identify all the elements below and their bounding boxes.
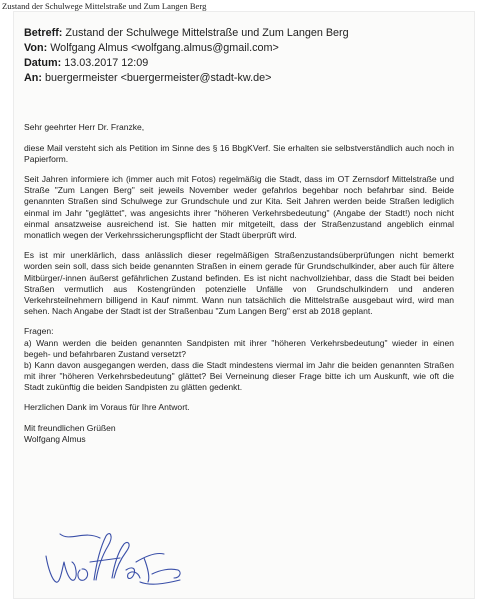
date-line <box>24 56 454 71</box>
date-label: Datum: <box>24 57 62 69</box>
paragraph-complaint: Es ist mir unerklärlich, dass anlässlich dieser regelmäßigen Straßenzustandsüberprüfungen nicht bemerkt worden sein soll, dass sich beide genannten Straßen in einem gerade für Grundschulkinder, aber auch für ältere Mitbürger/-innen äußerst gefährlichen Zustand befinden. Es ist nicht nachvollziehbar, dass die Stadt bei beiden Straßen vermutlich aus Kostengründen potenzielle Unfälle von Grundschulkindern und anderen Verkehrsteilnehmern billigend in Kauf nimmt. Wann nun tatsächlich die Mittelstraße ausgebaut wird, wird man sehen. Nach Angabe der Stadt ist der Straßenbau "Zum Langen Berg" erst ab 2018 geplant. <box>24 250 454 316</box>
paragraph-background: Seit Jahren informiere ich (immer auch mit Fotos) regelmäßig die Stadt, dass im OT Zernsdorf Mittelstraße und Straße "Zum Langen Berg" seit jeweils November weder gefahrlos begehbar noch befahrbar sind. Beide genannten Straßen sind Schulwege zur Grundschule und zur Kita. Seit Jahren werden beide Straßen lediglich einmal im Jahr "geglättet", was angesichts ihrer "höheren Verkehrsbedeutung" (Angabe der Stadt!) noch nicht einmal ansatzweise ausreichend ist. Sie hatten mir mitgeteilt, dass der Straßenzustand angeblich einmal monatlich wegen der Verkehrssicherungspflicht der Stadt überprüft wird. <box>24 174 454 240</box>
subject-line <box>24 26 454 41</box>
to-value: buergermeister <buergermeister@stadt-kw.de> <box>45 72 272 84</box>
subject-value: Zustand der Schulwege Mittelstraße und Zum Langen Berg <box>65 27 349 39</box>
to-line <box>24 71 454 86</box>
date-value: 13.03.2017 12:09 <box>64 57 149 69</box>
subject-label: Betreff: <box>24 27 63 39</box>
email-header <box>24 26 454 86</box>
letter-body <box>24 122 454 445</box>
from-label: Von: <box>24 42 48 54</box>
from-line <box>24 41 454 56</box>
salutation: Sehr geehrter Herr Dr. Franzke, <box>24 122 145 132</box>
closing-line: Mit freundlichen Grüßen <box>24 423 116 434</box>
to-label: An: <box>24 72 42 84</box>
page-caption: Zustand der Schulwege Mittelstraße und Zum Langen Berg <box>2 1 207 11</box>
from-value: Wolfgang Almus <wolfgang.almus@gmail.com> <box>50 42 279 54</box>
sender-name: Wolfgang Almus <box>24 434 86 445</box>
questions-heading: Fragen: <box>24 326 54 337</box>
paragraph-petition: diese Mail versteht sich als Petition im Sinne des § 16 BbgKVerf. Sie erhalten sie selbstverständlich auch noch in Papierform. <box>24 142 454 164</box>
question-a: a) Wann werden die beiden genannten Sandpisten mit ihrer "höheren Verkehrsbedeutung" wieder in einen begeh- und befahrbaren Zustand versetzt? <box>24 337 454 359</box>
thanks-line: Herzlichen Dank im Voraus für Ihre Antwort. <box>24 402 190 413</box>
questions-section <box>24 326 454 393</box>
question-b: b) Kann davon ausgegangen werden, dass die Stadt mindestens viermal im Jahr die beiden genannten Straßen mit ihrer "höheren Verkehrsbedeutung" glättet? Bei Verneinung dieser Frage bitte ich um Auskunft, wie oft die Stadt zukünftig die beiden Sandpisten zu glätten gedenkt. <box>24 359 454 392</box>
closing-block <box>24 423 454 445</box>
